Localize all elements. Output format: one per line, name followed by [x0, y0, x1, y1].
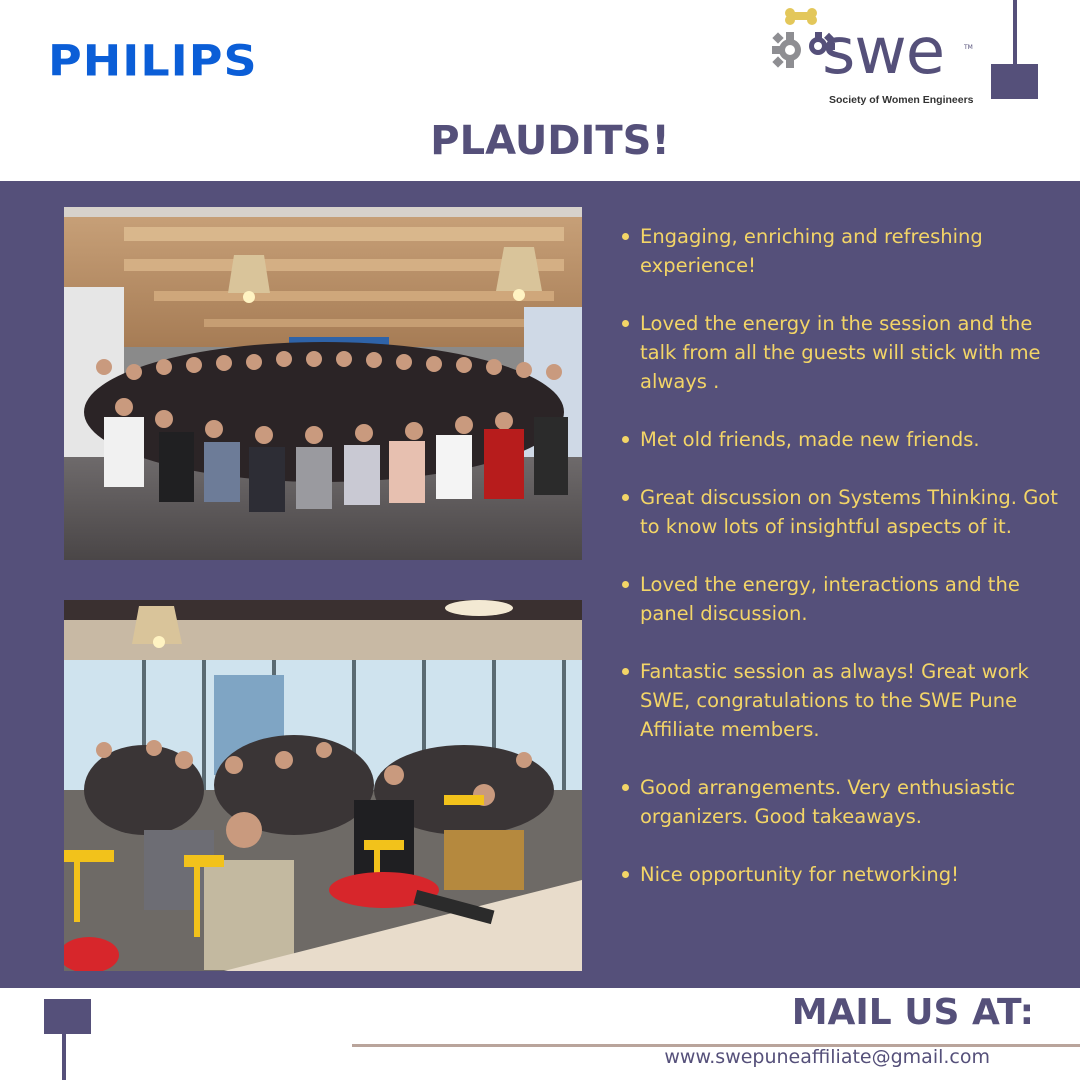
- audience-photo-image: [64, 600, 582, 971]
- bullet-icon: [622, 233, 629, 240]
- testimonial-text: Great discussion on Systems Thinking. Got to know lots of insightful aspects of it.: [640, 486, 1058, 538]
- list-item: [620, 570, 1068, 628]
- decorative-line-top: [1013, 0, 1017, 66]
- testimonials-list: [620, 222, 1068, 918]
- list-item: [620, 222, 1068, 280]
- email-link[interactable]: www.swepuneaffiliate@gmail.com: [664, 1046, 990, 1068]
- testimonial-text: Fantastic session as always! Great work SWE, congratulations to the SWE Pune Affiliate members.: [640, 660, 1029, 741]
- list-item: [620, 483, 1068, 541]
- swe-trademark: TM: [964, 44, 973, 51]
- decorative-line-bottom: [62, 1033, 66, 1080]
- swe-logo: [772, 6, 972, 112]
- decorative-square-top: [991, 64, 1038, 99]
- swe-tagline: Society of Women Engineers: [829, 94, 974, 106]
- testimonial-text: Engaging, enriching and refreshing experience!: [640, 225, 983, 277]
- testimonial-text: Met old friends, made new friends.: [640, 428, 980, 451]
- mail-us-heading: MAIL US AT:: [791, 992, 1034, 1033]
- list-item: [620, 860, 1068, 889]
- list-item: [620, 657, 1068, 744]
- bullet-icon: [622, 494, 629, 501]
- testimonial-text: Loved the energy, interactions and the panel discussion.: [640, 573, 1020, 625]
- list-item: [620, 773, 1068, 831]
- swe-logo-word: swe: [822, 15, 945, 89]
- bullet-icon: [622, 784, 629, 791]
- philips-logo: PHILIPS: [48, 36, 258, 86]
- bullet-icon: [622, 320, 629, 327]
- bullet-icon: [622, 581, 629, 588]
- list-item: [620, 425, 1068, 454]
- testimonial-text: Good arrangements. Very enthusiastic organizers. Good takeaways.: [640, 776, 1016, 828]
- bullet-icon: [622, 871, 629, 878]
- group-photo-image: [64, 207, 582, 560]
- bullet-icon: [622, 436, 629, 443]
- list-item: [620, 309, 1068, 396]
- testimonial-text: Loved the energy in the session and the talk from all the guests will stick with me always .: [640, 312, 1041, 393]
- decorative-square-bottom: [44, 999, 91, 1034]
- page-title: PLAUDITS!: [430, 118, 670, 164]
- testimonial-text: Nice opportunity for networking!: [640, 863, 959, 886]
- bullet-icon: [622, 668, 629, 675]
